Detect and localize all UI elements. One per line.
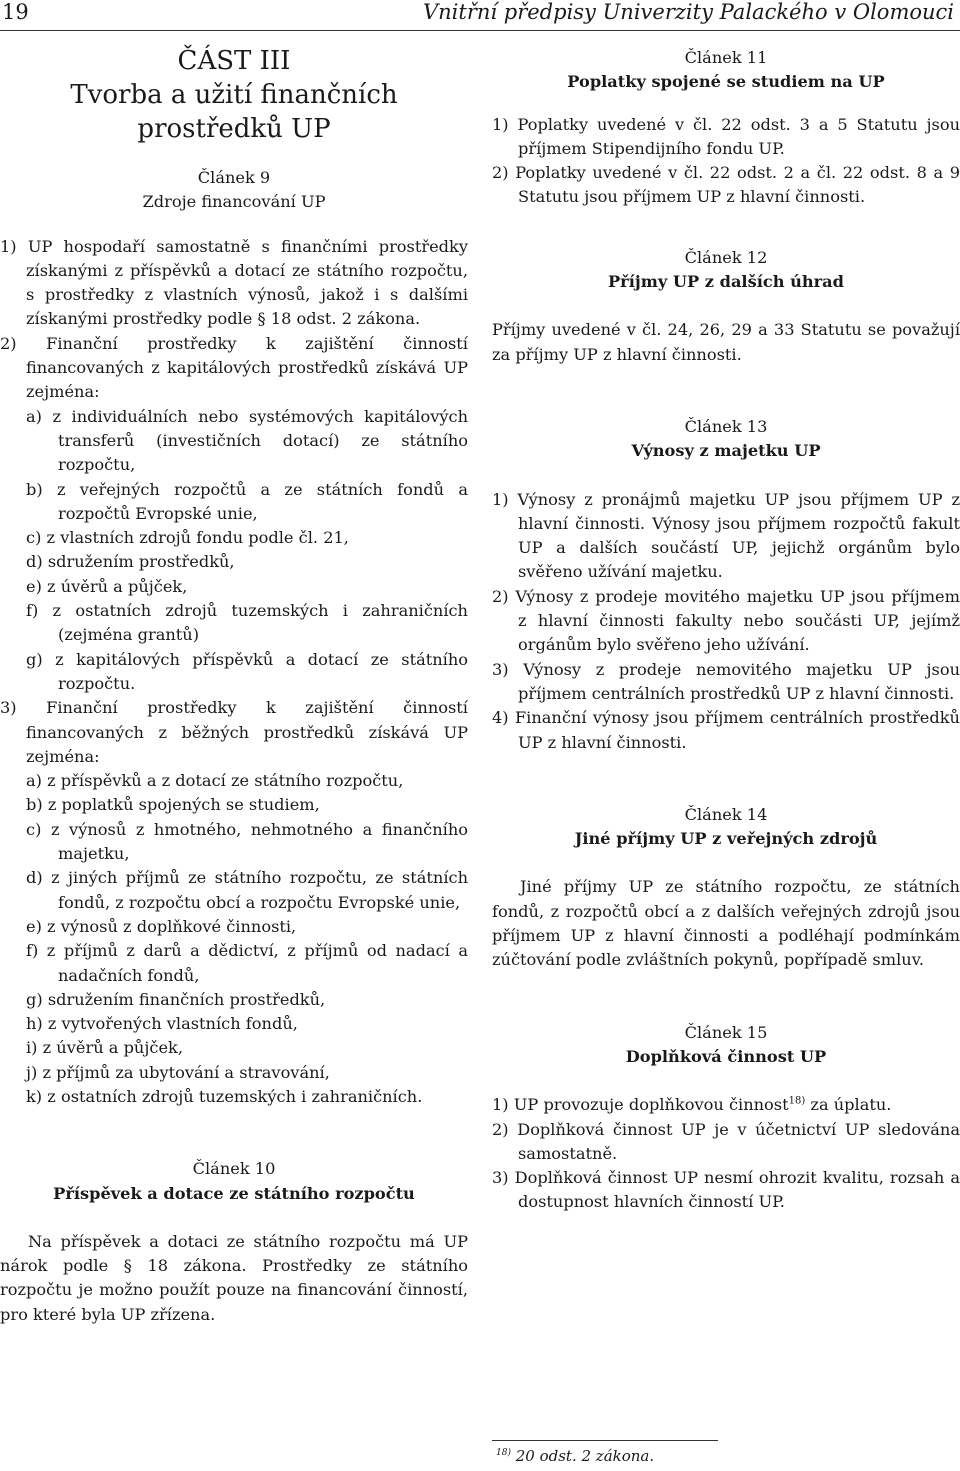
article-12-number: Článek 12 (684, 247, 768, 267)
article-14-number: Článek 14 (684, 804, 768, 824)
article-9-number: Článek 9 (197, 168, 271, 187)
article-15-body (492, 1093, 960, 1214)
list-item: j) z příjmů za ubytování a stravování, (26, 1062, 330, 1082)
article-12-heading (492, 246, 960, 295)
article-11-body (492, 113, 960, 210)
list-item: d) sdružením prostředků, (26, 552, 235, 572)
footnote-rule (492, 1440, 718, 1441)
list-item: a) z příspěvků a z dotací ze státního rozpočtu, (26, 771, 404, 791)
list-item: b) z poplatků spojených se studiem, (26, 795, 320, 815)
list-item: 1) Poplatky uvedené v čl. 22 odst. 3 a 5 Statutu jsou příjmem Stipendijního fondu UP. (492, 114, 960, 158)
list-item: f) z ostatních zdrojů tuzemských i zahraničních (zejména grantů) (26, 601, 468, 645)
list-item: 3) Doplňková činnost UP nesmí ohrozit kvalitu, rozsah a dostupnost hlavních činností UP. (492, 1168, 960, 1212)
part-title (0, 44, 468, 146)
footnote-text: 20 odst. 2 zákona. (510, 1447, 655, 1465)
article-13-body (492, 488, 960, 755)
list-item (492, 1093, 960, 1117)
list-item: c) z výnosů z hmotného, nehmotného a finančního majetku, (26, 819, 468, 864)
list-item: a) z individuálních nebo systémových kapitálových transferů (investičních dotací) ze státního rozpočtu, (26, 406, 468, 475)
list-item-text: za úplatu. (805, 1095, 892, 1115)
article-15-number: Článek 15 (684, 1022, 768, 1042)
part-title-line-2: Tvorba a užití finančních (70, 80, 398, 110)
article-9-heading (0, 166, 468, 215)
list-item: 1) Výnosy z pronájmů majetku UP jsou příjmem UP z hlavní činnosti. Výnosy jsou příjmem rozpočtů fakult UP a dalších součástí UP, jejichž orgánům bylo svěřeno užívání majetku. (492, 489, 960, 582)
list-item: 2) Doplňková činnost UP je v účetnictví UP sledována samostatně. (492, 1119, 960, 1163)
list-item: 4) Finanční výnosy jsou příjmem centrálních prostředků UP z hlavní činnosti. (492, 708, 960, 752)
list-item: c) z vlastních zdrojů fondu podle čl. 21, (26, 528, 349, 548)
list-item: b) z veřejných rozpočtů a ze státních fondů a rozpočtů Evropské unie, (26, 479, 468, 523)
list-item: e) z výnosů z doplňkové činnosti, (26, 916, 297, 936)
list-item: 2) Výnosy z prodeje movitého majetku UP jsou příjmem z hlavní činnosti fakulty nebo součásti UP, jejímž orgánům bylo svěřeno jeho užívání. (492, 586, 960, 655)
article-15-name: Doplňková činnost UP (625, 1046, 827, 1066)
list-item: k) z ostatních zdrojů tuzemských i zahraničních. (26, 1086, 423, 1106)
article-11-heading (492, 46, 960, 95)
footnote (496, 1447, 654, 1465)
right-column (492, 40, 960, 1215)
list-item: g) sdružením finančních prostředků, (26, 989, 326, 1009)
list-item: 2) Poplatky uvedené v čl. 22 odst. 2 a čl. 22 odst. 8 a 9 Statutu jsou příjmem UP z hlavní činnosti. (492, 163, 960, 207)
list-item: g) z kapitálových příspěvků a dotací ze státního rozpočtu. (26, 649, 468, 693)
article-9-paragraph-3: 3) Finanční prostředky k zajištění činností financovaných z běžných prostředků získává UP zejména: (0, 698, 468, 766)
article-9-body (0, 235, 468, 1110)
article-13-number: Článek 13 (684, 416, 768, 436)
article-14-text: Jiné příjmy UP ze státního rozpočtu, ze státních fondů, z rozpočtů obcí a z dalších veřejných zdrojů jsou příjmem UP z hlavní činnosti a podléhají podmínkám zúčtování podle zvláštních pokynů, popřípadě smluv. (492, 877, 960, 970)
article-9-paragraph-2: 2) Finanční prostředky k zajištění činností financovaných z kapitálových prostředků získává UP zejména: (0, 333, 468, 402)
article-11-number: Článek 11 (684, 48, 768, 67)
article-10-text: Na příspěvek a dotaci ze státního rozpočtu má UP nárok podle § 18 zákona. Prostředky ze státního rozpočtu je možno použít pouze na financování činností, pro které byla UP zřízena. (0, 1231, 468, 1324)
footnote-reference[interactable]: 18) (788, 1095, 806, 1107)
running-title: Vnitřní předpisy Univerzity Palackého v Olomouci (422, 0, 954, 24)
article-14-heading (492, 803, 960, 852)
article-10-name: Příspěvek a dotace ze státního rozpočtu (53, 1183, 415, 1203)
page-number: 19 (2, 0, 29, 24)
article-13-name: Výnosy z majetku UP (631, 441, 821, 461)
article-9-name: Zdroje financování UP (142, 192, 326, 212)
part-title-line-3: prostředků UP (137, 114, 331, 144)
list-item: i) z úvěrů a půjček, (26, 1038, 183, 1058)
list-item: e) z úvěrů a půjček, (26, 576, 188, 596)
article-9-paragraph-1: 1) UP hospodaří samostatně s finančními prostředky získanými z příspěvků a dotací ze státního rozpočtu, s prostředky z vlastních výnosů, jakož i s dalšími získanými prostředky podle § 18 odst. 2 zákona. (0, 236, 468, 329)
part-title-line-1: ČÁST III (177, 46, 291, 76)
list-item: h) z vytvořených vlastních fondů, (26, 1014, 298, 1034)
article-15-heading (492, 1021, 960, 1070)
list-item: 3) Výnosy z prodeje nemovitého majetku UP jsou příjmem centrálních prostředků UP z hlavní činnosti. (492, 659, 960, 703)
footnote-mark: 18) (496, 1448, 511, 1458)
list-item: d) z jiných příjmů ze státního rozpočtu, ze státních fondů, z rozpočtu obcí a rozpočtu Evropské unie, (26, 868, 468, 912)
article-10-heading (0, 1157, 468, 1206)
list-item-text: 1) UP provozuje doplňkovou činnost (492, 1095, 789, 1115)
list-item: f) z příjmů z darů a dědictví, z příjmů od nadací a nadačních fondů, (26, 941, 468, 985)
left-column (0, 40, 468, 1327)
article-12-text: Příjmy uvedené v čl. 24, 26, 29 a 33 Statutu se považují za příjmy UP z hlavní činnosti. (492, 320, 960, 364)
article-14-name: Jiné příjmy UP z veřejných zdrojů (574, 829, 878, 849)
article-10-number: Článek 10 (192, 1159, 276, 1179)
article-11-name: Poplatky spojené se studiem na UP (567, 72, 885, 92)
article-13-heading (492, 415, 960, 464)
header-rule (0, 30, 960, 31)
article-12-name: Příjmy UP z dalších úhrad (608, 272, 844, 292)
